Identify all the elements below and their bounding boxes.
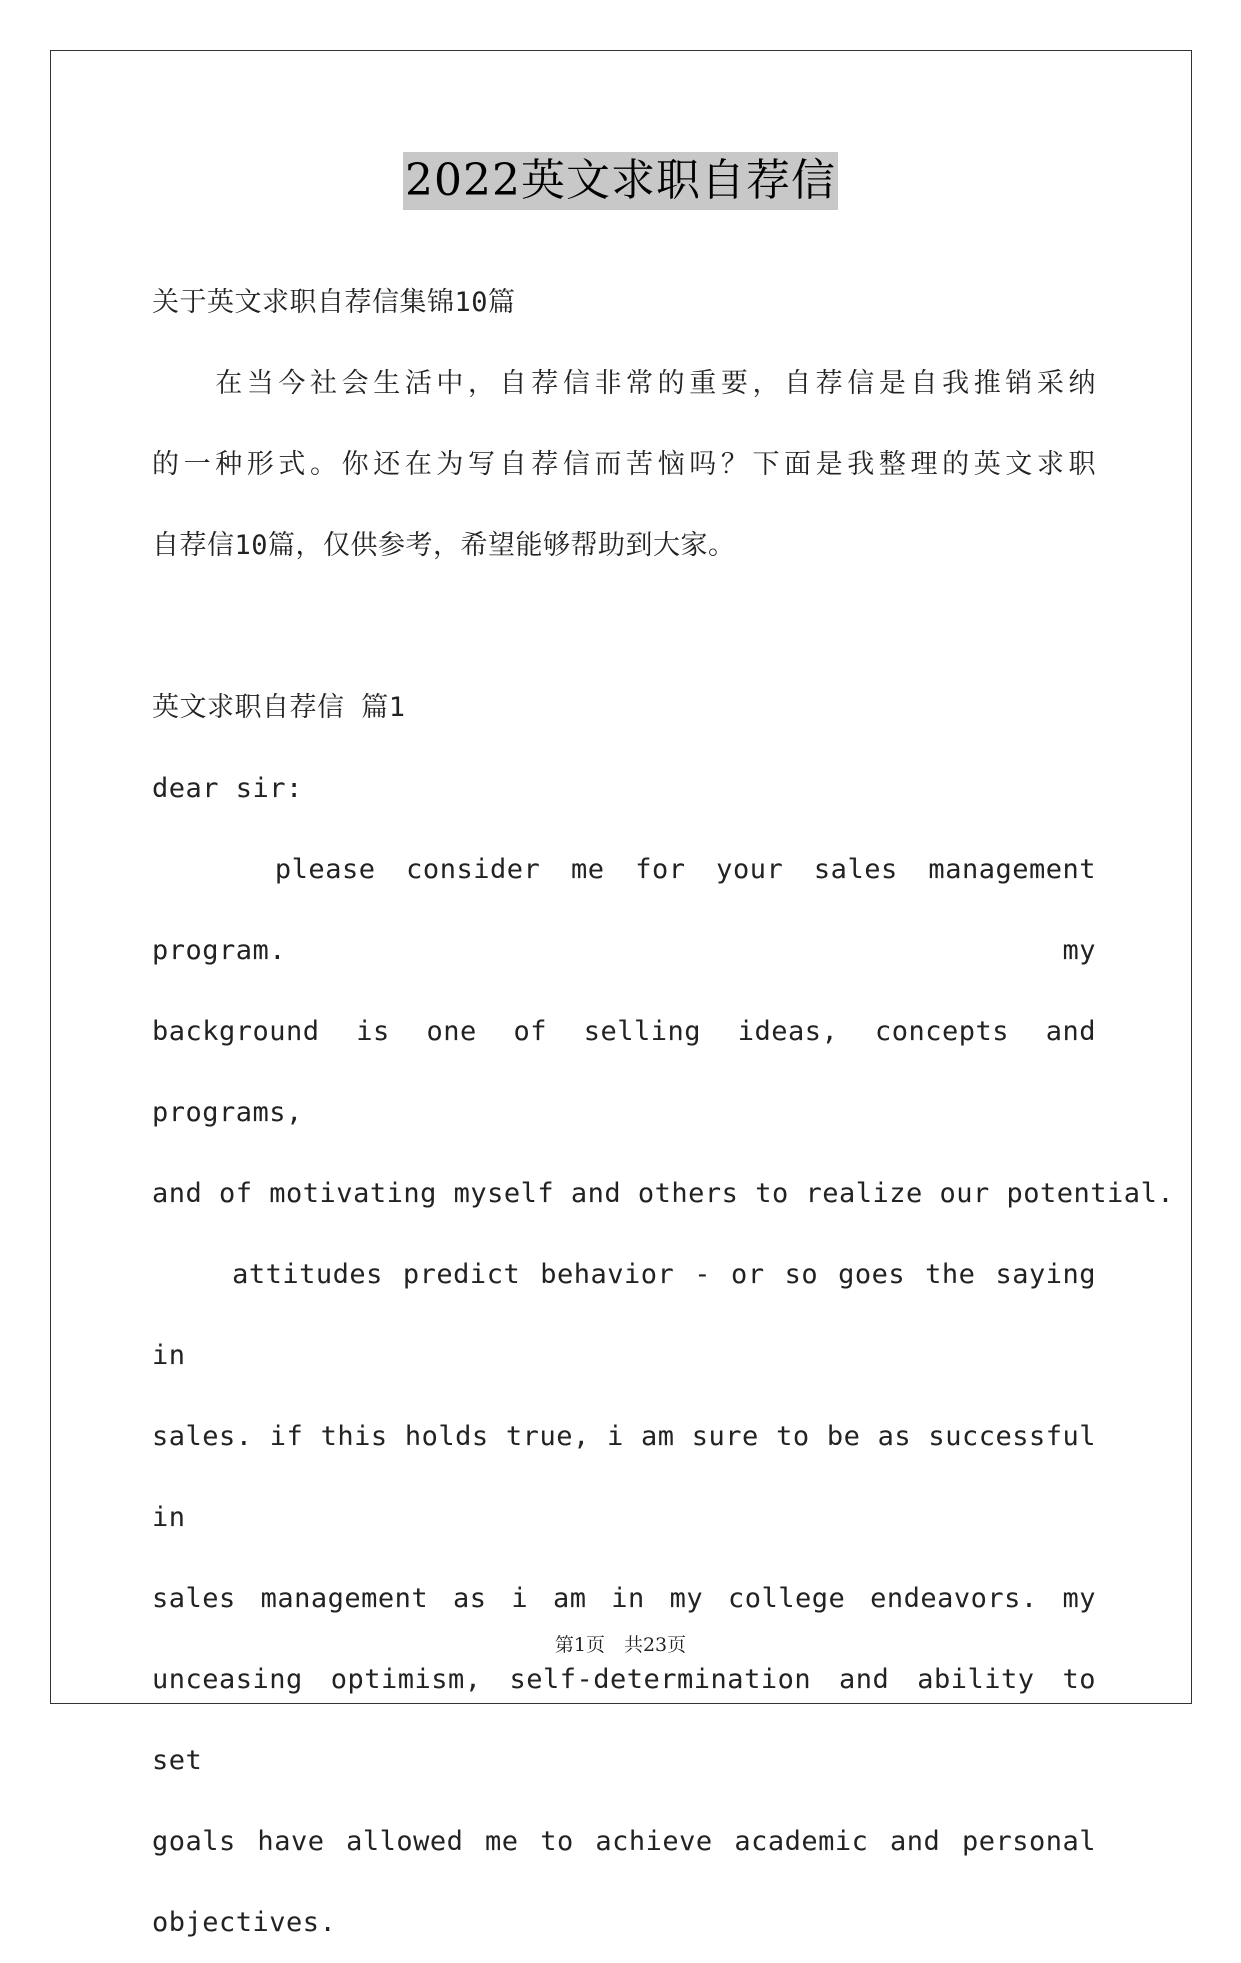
paragraph-line: objectives. bbox=[152, 1907, 337, 1938]
intro-line: 的一种形式。你还在为写自荐信而苦恼吗？下面是我整理的英文求职 bbox=[152, 449, 1096, 480]
intro-line: 在当今社会生活中，自荐信非常的重要，自荐信是自我推销采纳 bbox=[152, 368, 1096, 399]
paragraph-line: unceasing optimism, self-determination and ability to set bbox=[152, 1664, 1096, 1776]
title-container bbox=[0, 152, 1241, 210]
paragraph-line: please consider me for your sales management program. my bbox=[152, 854, 1113, 966]
spacer bbox=[152, 586, 1096, 667]
paragraph-line: attitudes predict behavior - or so goes the saying in bbox=[152, 1259, 1113, 1371]
paragraph-line: goals have allowed me to achieve academic and personal bbox=[152, 1826, 1096, 1857]
salutation: dear sir: bbox=[152, 773, 303, 804]
document-title: 2022英文求职自荐信 bbox=[403, 152, 838, 210]
document-body bbox=[152, 262, 1175, 1963]
page-number: 第1页 共23页 bbox=[554, 1634, 687, 1656]
paragraph-line: sales management as i am in my college endeavors. my bbox=[152, 1583, 1096, 1614]
paragraph-line: sales. if this holds true, i am sure to be as successful in bbox=[152, 1421, 1096, 1533]
document-subtitle: 关于英文求职自荐信集锦10篇 bbox=[152, 287, 516, 318]
intro-line: 自荐信10篇，仅供参考，希望能够帮助到大家。 bbox=[152, 530, 736, 561]
paragraph-line: and of motivating myself and others to realize our potential. bbox=[152, 1178, 1175, 1209]
section-heading: 英文求职自荐信 篇1 bbox=[152, 692, 406, 723]
paragraph-line: background is one of selling ideas, concepts and programs, bbox=[152, 1016, 1096, 1128]
